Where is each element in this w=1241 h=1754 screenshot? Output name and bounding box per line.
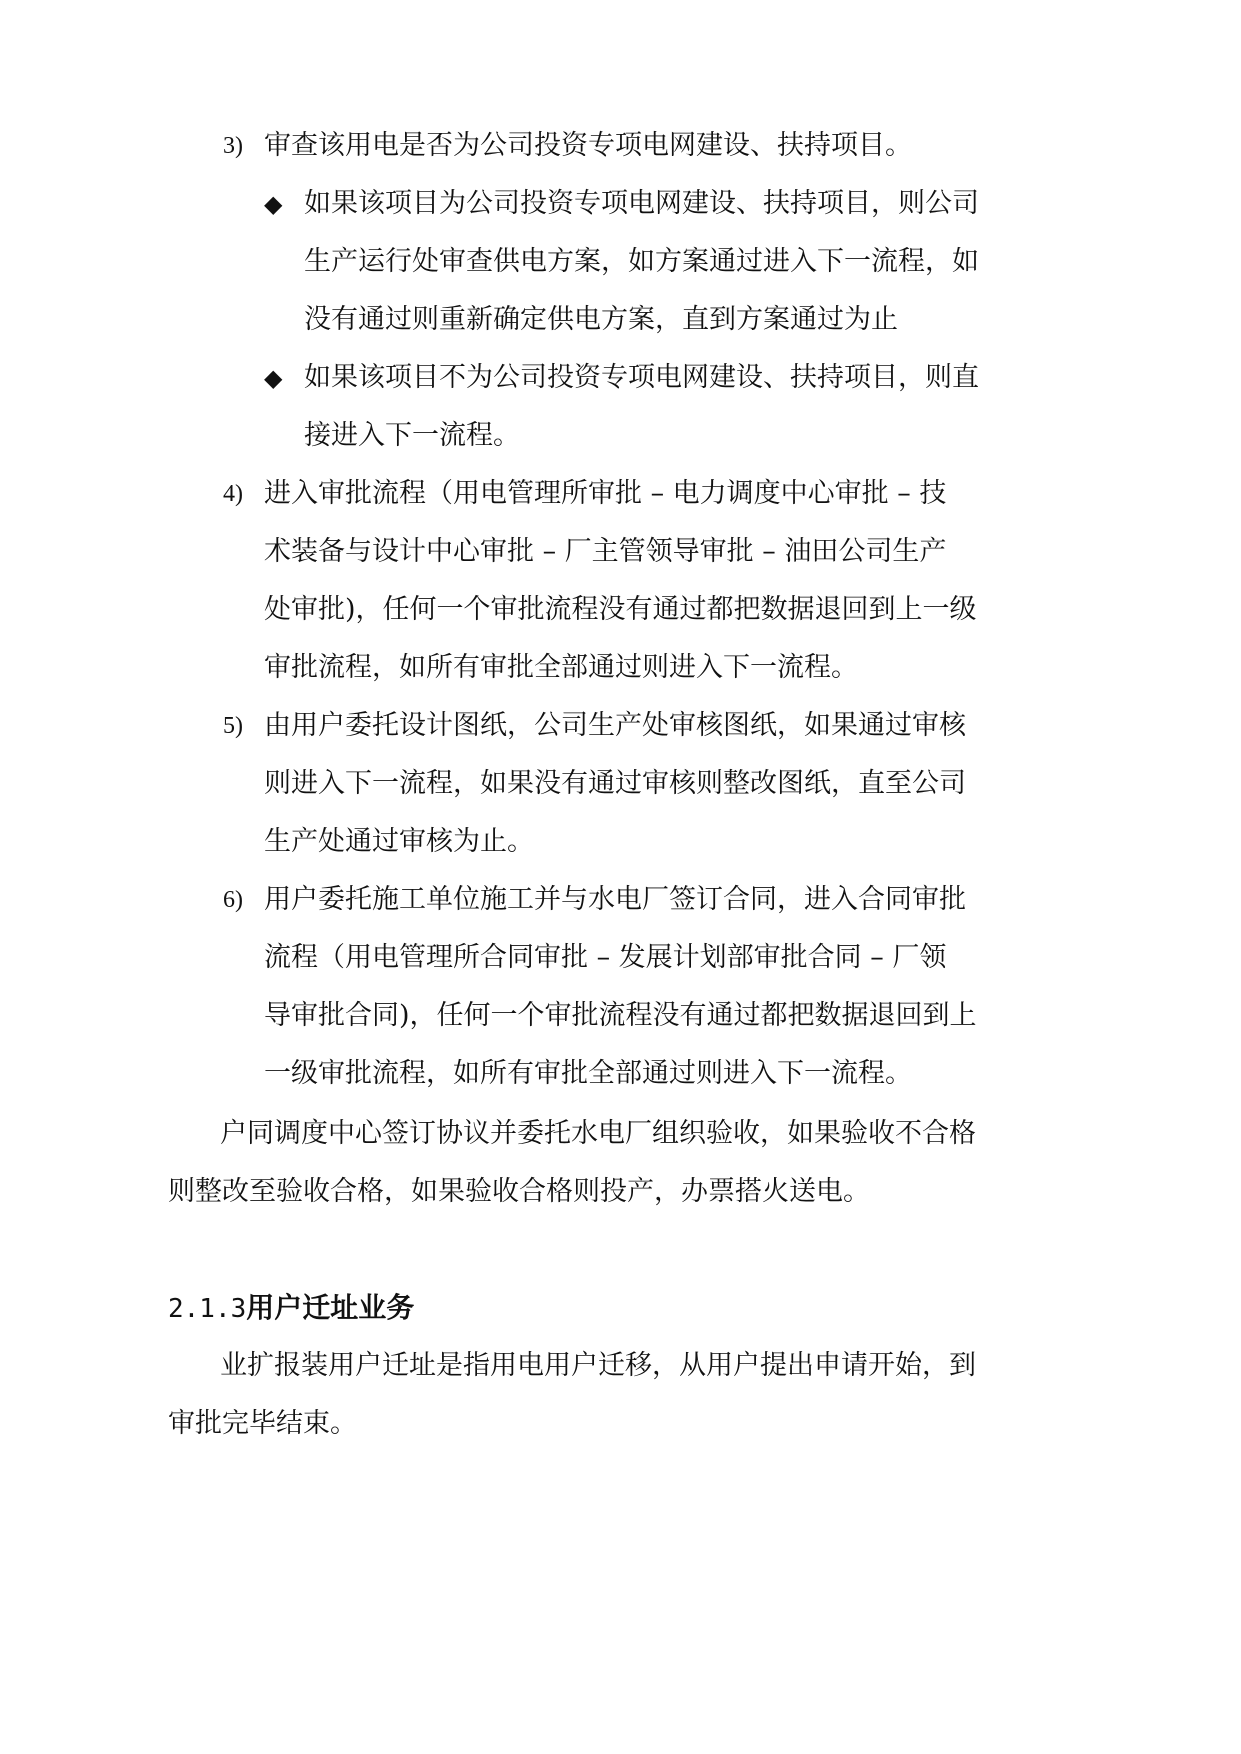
list-number: 5) — [223, 713, 243, 739]
list-item-text: 则进入下一流程，如果没有通过审核则整改图纸，直至公司 — [264, 768, 966, 799]
list-item-text: 审批流程，如所有审批全部通过则进入下一流程。 — [264, 652, 858, 683]
paragraph-text: 户同调度中心签订协议并委托水电厂组织验收，如果验收不合格 — [220, 1118, 976, 1149]
list-item-text: 由用户委托设计图纸，公司生产处审核图纸，如果通过审核 — [264, 710, 966, 741]
list-item-text: 术装备与设计中心审批 – 厂主管领导审批 – 油田公司生产 — [264, 536, 947, 567]
list-item-text: 用户委托施工单位施工并与水电厂签订合同，进入合同审批 — [264, 884, 966, 915]
section-number: 2.1.3 — [168, 1294, 247, 1324]
list-item-text: 流程（用电管理所合同审批 – 发展计划部审批合同 – 厂领 — [264, 942, 947, 973]
list-item-text: 一级审批流程，如所有审批全部通过则进入下一流程。 — [264, 1058, 912, 1089]
list-item-text: 审查该用电是否为公司投资专项电网建设、扶持项目。 — [264, 130, 912, 161]
list-item-text: 进入审批流程（用电管理所审批 – 电力调度中心审批 – 技 — [264, 478, 947, 509]
list-number: 3) — [223, 133, 243, 159]
section-title: 用户迁址业务 — [246, 1291, 415, 1324]
section-heading — [168, 1288, 414, 1329]
bullet-text: 如果该项目不为公司投资专项电网建设、扶持项目，则直 — [304, 362, 979, 393]
bullet-text: 生产运行处审查供电方案，如方案通过进入下一流程，如 — [304, 246, 979, 277]
bullet-text: 没有通过则重新确定供电方案，直到方案通过为止 — [304, 304, 898, 335]
bullet-text: 接进入下一流程。 — [304, 420, 520, 451]
bullet-text: 如果该项目为公司投资专项电网建设、扶持项目，则公司 — [304, 188, 979, 219]
diamond-bullet-icon: ◆ — [264, 364, 283, 392]
list-number: 4) — [223, 481, 243, 507]
list-item-text: 生产处通过审核为止。 — [264, 826, 534, 857]
paragraph-text: 则整改至验收合格，如果验收合格则投产，办票搭火送电。 — [168, 1176, 870, 1207]
paragraph-text: 审批完毕结束。 — [168, 1408, 357, 1439]
list-number: 6) — [223, 887, 243, 913]
diamond-bullet-icon: ◆ — [264, 190, 283, 218]
list-item-text: 导审批合同)，任何一个审批流程没有通过都把数据退回到上 — [264, 1000, 977, 1031]
paragraph-text: 业扩报装用户迁址是指用电用户迁移，从用户提出申请开始，到 — [220, 1350, 976, 1381]
list-item-text: 处审批)，任何一个审批流程没有通过都把数据退回到上一级 — [264, 594, 977, 625]
